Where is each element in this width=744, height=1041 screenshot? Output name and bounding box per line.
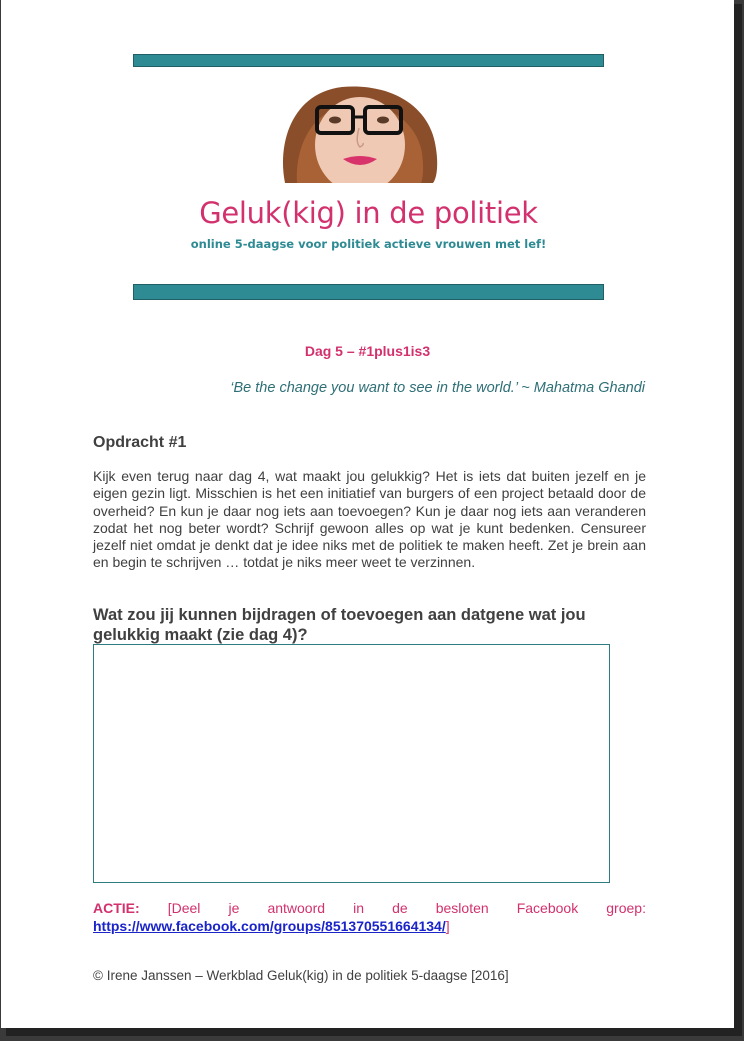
page-shadow-right	[734, 4, 742, 1030]
header-top-bar	[133, 54, 604, 67]
assignment-question: Wat zou jij kunnen bijdragen of toevoegen aan datgene wat jou gelukkig maakt (zie dag 4)?	[93, 606, 586, 644]
facebook-group-link[interactable]: https://www.facebook.com/groups/851370551664134/	[93, 917, 446, 934]
brand-title: Geluk(kig) in de politiek	[199, 196, 538, 230]
footer-copyright: © Irene Janssen – Werkblad Geluk(kig) in de politiek 5-daagse [2016]	[93, 968, 509, 983]
action-word: antwoord	[267, 900, 326, 916]
document-page	[1, 0, 734, 1028]
page-shadow-bottom	[6, 1028, 742, 1036]
brand-subtitle: online 5-daagse voor politiek actieve vrouwen met lef!	[190, 237, 547, 251]
action-block	[93, 900, 646, 935]
action-word: [Deel	[167, 900, 201, 916]
day-title: Dag 5 – #1plus1is3	[304, 343, 431, 359]
action-word: besloten	[435, 900, 489, 916]
action-label: ACTIE:	[93, 900, 140, 916]
assignment-body: Kijk even terug naar dag 4, wat maakt jou gelukkig? Het is iets dat buiten jezelf en je eigen gezin ligt. Misschien is het een initiatief van burgers of een project betaald door de overheid? En kun je daar nog iets aan toevoegen? Kun je daar nog iets aan veranderen zodat het nog beter wordt? Schrijf gewoon alles op wat je kunt bedenken. Censureer jezelf niet omdat je denkt dat je idee niks met de politiek te maken heeft. Zet je brein aan en begin te schrijven … totdat je niks meer weet te verzinnen.	[93, 468, 646, 571]
assignment-heading: Opdracht #1	[93, 434, 187, 451]
action-word: groep:	[606, 900, 646, 916]
action-word: in	[353, 900, 365, 916]
action-closing: ]	[445, 917, 450, 934]
action-word: je	[228, 900, 240, 916]
answer-box[interactable]	[93, 644, 610, 883]
quote: ‘Be the change you want to see in the world.’ ~ Mahatma Ghandi	[230, 380, 645, 396]
action-line	[93, 900, 646, 918]
action-word: Facebook	[516, 900, 579, 916]
portrait-photo	[267, 83, 454, 183]
action-link-line	[93, 918, 646, 936]
action-word: de	[392, 900, 408, 916]
header-bottom-bar	[133, 284, 604, 300]
